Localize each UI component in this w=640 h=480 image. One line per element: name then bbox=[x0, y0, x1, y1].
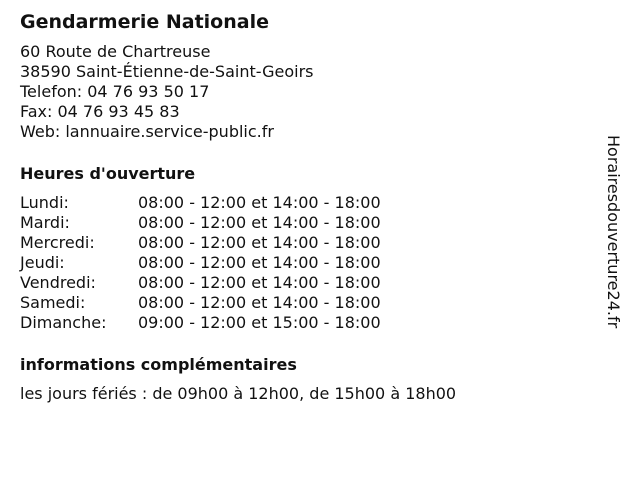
hours-day: Mercredi: bbox=[20, 233, 95, 252]
hours-time: 09:00 - 12:00 et 15:00 - 18:00 bbox=[138, 313, 381, 332]
city-address: 38590 Saint-Étienne-de-Saint-Geoirs bbox=[20, 62, 314, 81]
hours-time: 08:00 - 12:00 et 14:00 - 18:00 bbox=[138, 293, 381, 312]
hours-row-sunday bbox=[20, 313, 600, 333]
hours-row-saturday bbox=[20, 293, 600, 313]
hours-row-friday bbox=[20, 273, 600, 293]
hours-row-wednesday bbox=[20, 233, 600, 253]
hours-row-thursday bbox=[20, 253, 600, 273]
hours-day: Samedi: bbox=[20, 293, 86, 312]
additional-info-text: les jours fériés : de 09h00 à 12h00, de 15h00 à 18h00 bbox=[20, 384, 457, 403]
hours-time: 08:00 - 12:00 et 14:00 - 18:00 bbox=[138, 273, 381, 292]
site-watermark: Horairesdouverture24.fr bbox=[604, 135, 623, 329]
hours-day: Jeudi: bbox=[20, 253, 65, 272]
business-card bbox=[20, 10, 600, 404]
hours-day: Mardi: bbox=[20, 213, 70, 232]
hours-row-tuesday bbox=[20, 213, 600, 233]
hours-time: 08:00 - 12:00 et 14:00 - 18:00 bbox=[138, 193, 381, 212]
hours-day: Dimanche: bbox=[20, 313, 107, 332]
fax-number: Fax: 04 76 93 45 83 bbox=[20, 102, 180, 121]
hours-day: Lundi: bbox=[20, 193, 69, 212]
business-name: Gendarmerie Nationale bbox=[20, 11, 269, 33]
hours-day: Vendredi: bbox=[20, 273, 96, 292]
additional-info-title: informations complémentaires bbox=[20, 355, 297, 374]
website-link[interactable]: Web: lannuaire.service-public.fr bbox=[20, 122, 274, 141]
opening-hours-table bbox=[20, 193, 600, 333]
hours-time: 08:00 - 12:00 et 14:00 - 18:00 bbox=[138, 233, 381, 252]
opening-hours-title: Heures d'ouverture bbox=[20, 164, 196, 183]
hours-time: 08:00 - 12:00 et 14:00 - 18:00 bbox=[138, 213, 381, 232]
hours-row-monday bbox=[20, 193, 600, 213]
phone-number[interactable]: Telefon: 04 76 93 50 17 bbox=[20, 82, 210, 101]
hours-time: 08:00 - 12:00 et 14:00 - 18:00 bbox=[138, 253, 381, 272]
street-address: 60 Route de Chartreuse bbox=[20, 42, 211, 61]
